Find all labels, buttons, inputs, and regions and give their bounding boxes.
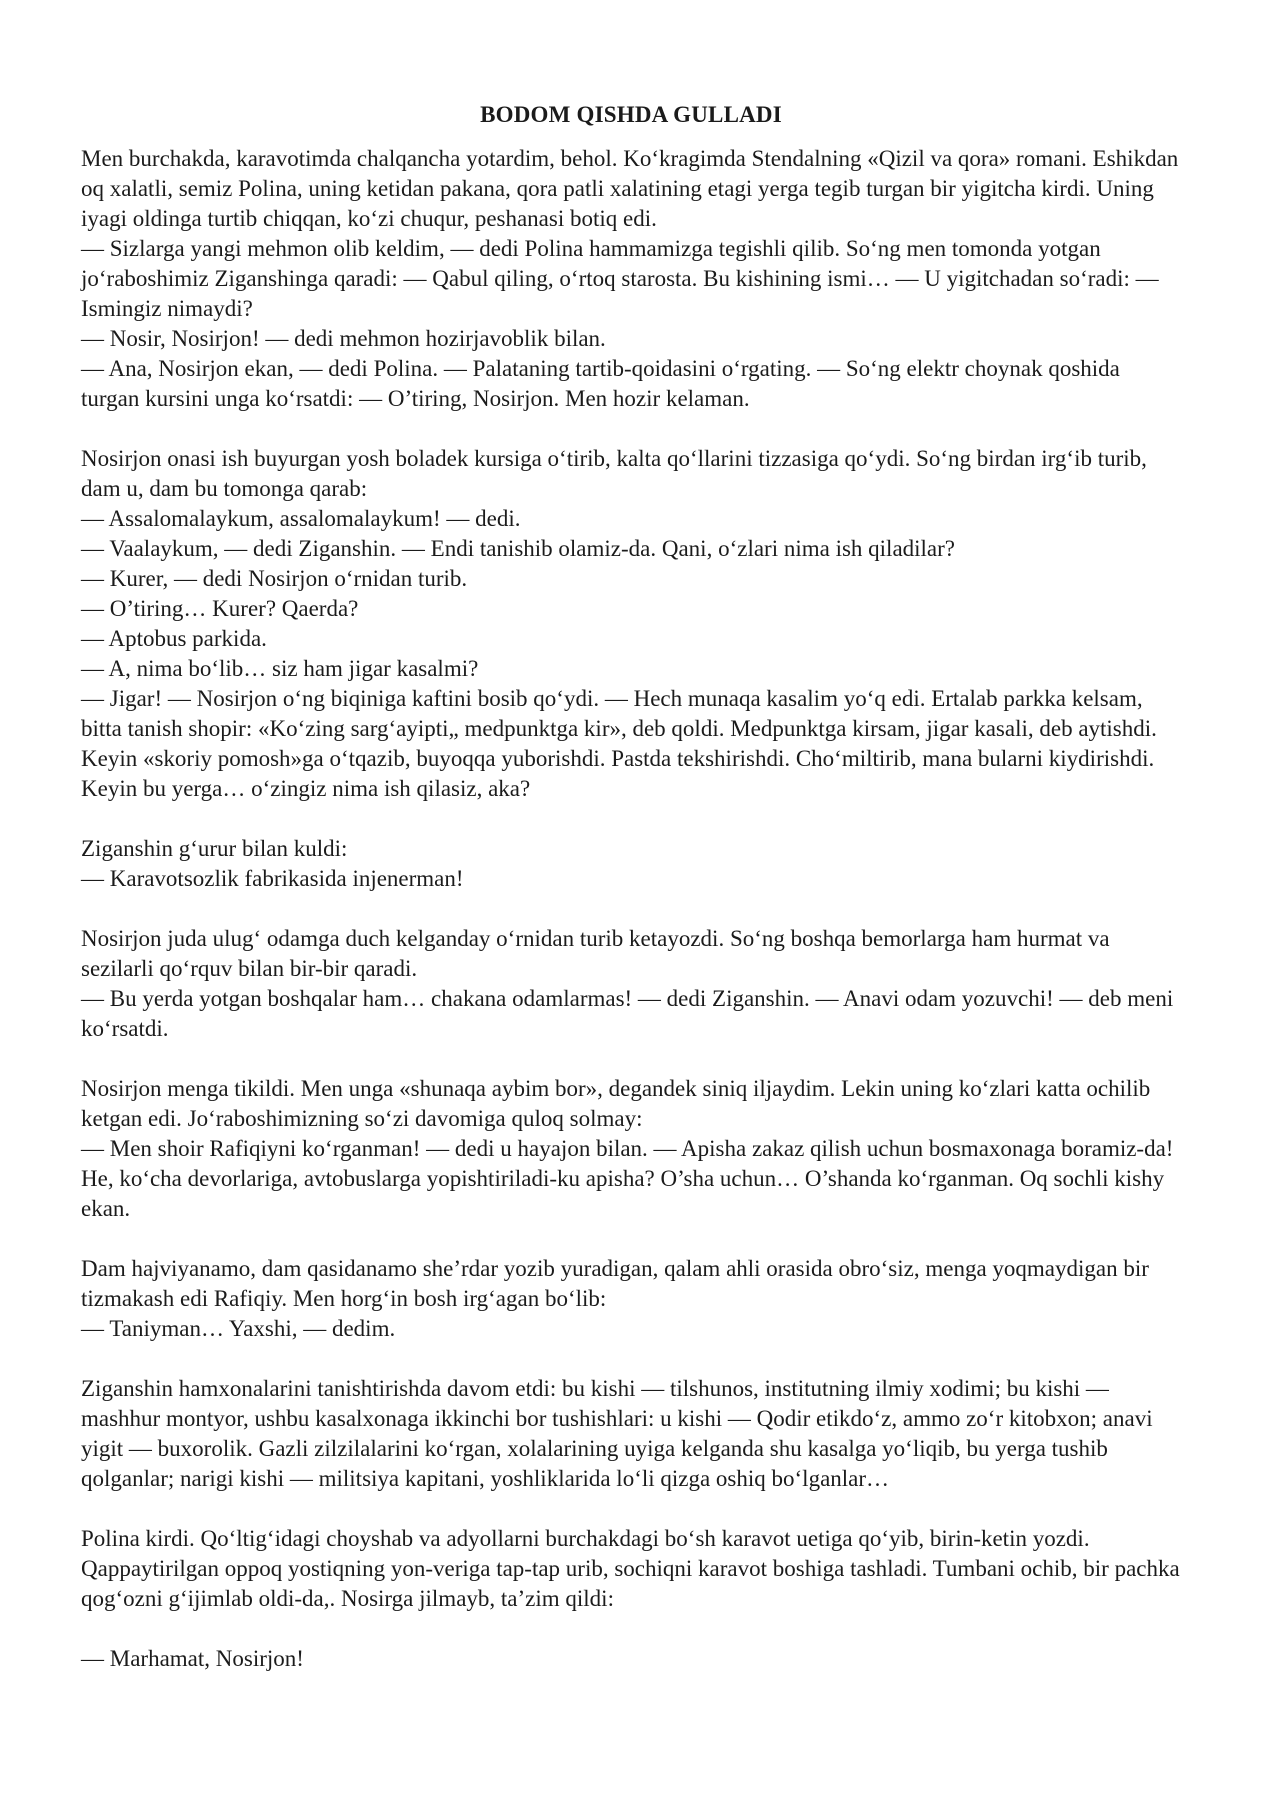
dialogue-line: — Men shoir Rafiqiyni koʻrganman! — dedi u hayajon bilan. — Apisha zakaz qilish uchun bosmaxonaga boramiz-da! He, koʻcha devorlariga, avtobuslarga yopishtiriladi-ku apisha? O’sha uchun… O’shanda koʻrganman. Oq sochli kishy ekan.	[81, 1136, 1174, 1221]
page-title: BODOM QISHDA GULLADI	[480, 102, 782, 127]
dialogue-line: — Assalomalaykum, assalomalaykum! — dedi.	[81, 506, 521, 531]
dialogue-line: — Ana, Nosirjon ekan, — dedi Polina. — Palataning tartib-qoidasini oʻrgating. — Soʻng elektr choynak qoshida turgan kursini unga koʻrsatdi: — O’tiring, Nosirjon. Men hozir kelaman.	[81, 356, 1120, 411]
paragraph-block	[81, 444, 1181, 804]
dialogue-line: — Bu yerda yotgan boshqalar ham… chakana odamlarmas! — dedi Ziganshin. — Anavi odam yozuvchi! — deb meni koʻrsatdi.	[81, 986, 1174, 1041]
paragraph-block	[81, 1254, 1181, 1344]
paragraph: Ziganshin gʻurur bilan kuldi:	[81, 836, 348, 861]
dialogue-line: — Vaalaykum, — dedi Ziganshin. — Endi tanishib olamiz-da. Qani, oʻzlari nima ish qiladilar?	[81, 536, 956, 561]
paragraph-block	[81, 1074, 1181, 1224]
paragraph-block	[81, 1644, 1181, 1674]
dialogue-line: — Taniyman… Yaxshi, — dedim.	[81, 1316, 396, 1341]
paragraph: Nosirjon juda ulugʻ odamga duch kelganday oʻrnidan turib ketayozdi. Soʻng boshqa bemorlarga ham hurmat va sezilarli qoʻrquv bilan bir-bir qaradi.	[81, 926, 1110, 981]
paragraph: Dam hajviyanamo, dam qasidanamo she’rdar yozib yuradigan, qalam ahli orasida obroʻsiz, menga yoqmaydigan bir tizmakash edi Rafiqiy. Men horgʻin bosh irgʻagan boʻlib:	[81, 1256, 1149, 1311]
paragraph: Polina kirdi. Qoʻltigʻidagi choyshab va adyollarni burchakdagi boʻsh karavot uetiga qoʻyib, birin-ketin yozdi. Qappaytirilgan oppoq yostiqning yon-veriga tap-tap urib, sochiqni karavot boshiga tashladi. Tumbani ochib, bir pachka qogʻozni gʻijimlab oldi-da,. Nosirga jilmayb, ta’zim qildi:	[81, 1526, 1180, 1611]
dialogue-line: — A, nima boʻlib… siz ham jigar kasalmi?	[81, 656, 479, 681]
dialogue-line: — Jigar! — Nosirjon oʻng biqiniga kaftini bosib qoʻydi. — Hech munaqa kasalim yoʻq edi. Ertalab parkka kelsam, bitta tanish shopir: «Koʻzing sargʻayipti„ medpunktga kir», deb qoldi. Medpunktga kirsam, jigar kasali, deb aytishdi. Keyin «skoriy pomosh»ga oʻtqazib, buyoqqa yuborishdi. Pastda tekshirishdi. Choʻmiltirib, mana bularni kiydirishdi. Keyin bu yerga… oʻzingiz nima ish qilasiz, aka?	[81, 686, 1157, 801]
document-body	[81, 144, 1181, 1674]
paragraph-block	[81, 1374, 1181, 1494]
paragraph-block	[81, 144, 1181, 414]
dialogue-line: — Aptobus parkida.	[81, 626, 267, 651]
dialogue-line: — Kurer, — dedi Nosirjon oʻrnidan turib.	[81, 566, 468, 591]
paragraph-block	[81, 1524, 1181, 1614]
paragraph-block	[81, 924, 1181, 1044]
dialogue-line: — Karavotsozlik fabrikasida injenerman!	[81, 866, 464, 891]
dialogue-line: — Marhamat, Nosirjon!	[81, 1646, 304, 1671]
dialogue-line: — O’tiring… Kurer? Qaerda?	[81, 596, 359, 621]
dialogue-line: — Nosir, Nosirjon! — dedi mehmon hozirjavoblik bilan.	[81, 326, 606, 351]
paragraph: Nosirjon onasi ish buyurgan yosh boladek kursiga oʻtirib, kalta qoʻllarini tizzasiga qoʻydi. Soʻng birdan irgʻib turib, dam u, dam bu tomonga qarab:	[81, 446, 1147, 501]
paragraph: Nosirjon menga tikildi. Men unga «shunaqa aybim bor», degandek siniq iljaydim. Lekin uning koʻzlari katta ochilib ketgan edi. Joʻraboshimizning soʻzi davomiga quloq solmay:	[81, 1076, 1151, 1131]
dialogue-line: — Sizlarga yangi mehmon olib keldim, — dedi Polina hammamizga tegishli qilib. Soʻng men tomonda yotgan joʻraboshimiz Ziganshinga qaradi: — Qabul qiling, oʻrtoq starosta. Bu kishining ismi… — U yigitchadan soʻradi: — Ismingiz nimaydi?	[81, 236, 1159, 321]
paragraph-block	[81, 834, 1181, 894]
paragraph: Ziganshin hamxonalarini tanishtirishda davom etdi: bu kishi — tilshunos, institutning ilmiy xodimi; bu kishi — mashhur montyor, ushbu kasalxonaga ikkinchi bor tushishlari: u kishi — Qodir etikdoʻz, ammo zoʻr kitobxon; anavi yigit — buxorolik. Gazli zilzilalarini koʻrgan, xolalarining uyiga kelganda shu kasalga yoʻliqib, bu yerga tushib qolganlar; narigi kishi — militsiya kapitani, yoshliklarida loʻli qizga oshiq boʻlganlar…	[81, 1376, 1153, 1491]
paragraph: Men burchakda, karavotimda chalqancha yotardim, behol. Koʻkragimda Stendalning «Qizil va qora» romani. Eshikdan oq xalatli, semiz Polina, uning ketidan pakana, qora patli xalatining etagi yerga tegib turgan bir yigitcha kirdi. Uning iyagi oldinga turtib chiqqan, koʻzi chuqur, peshanasi botiq edi.	[81, 146, 1179, 231]
